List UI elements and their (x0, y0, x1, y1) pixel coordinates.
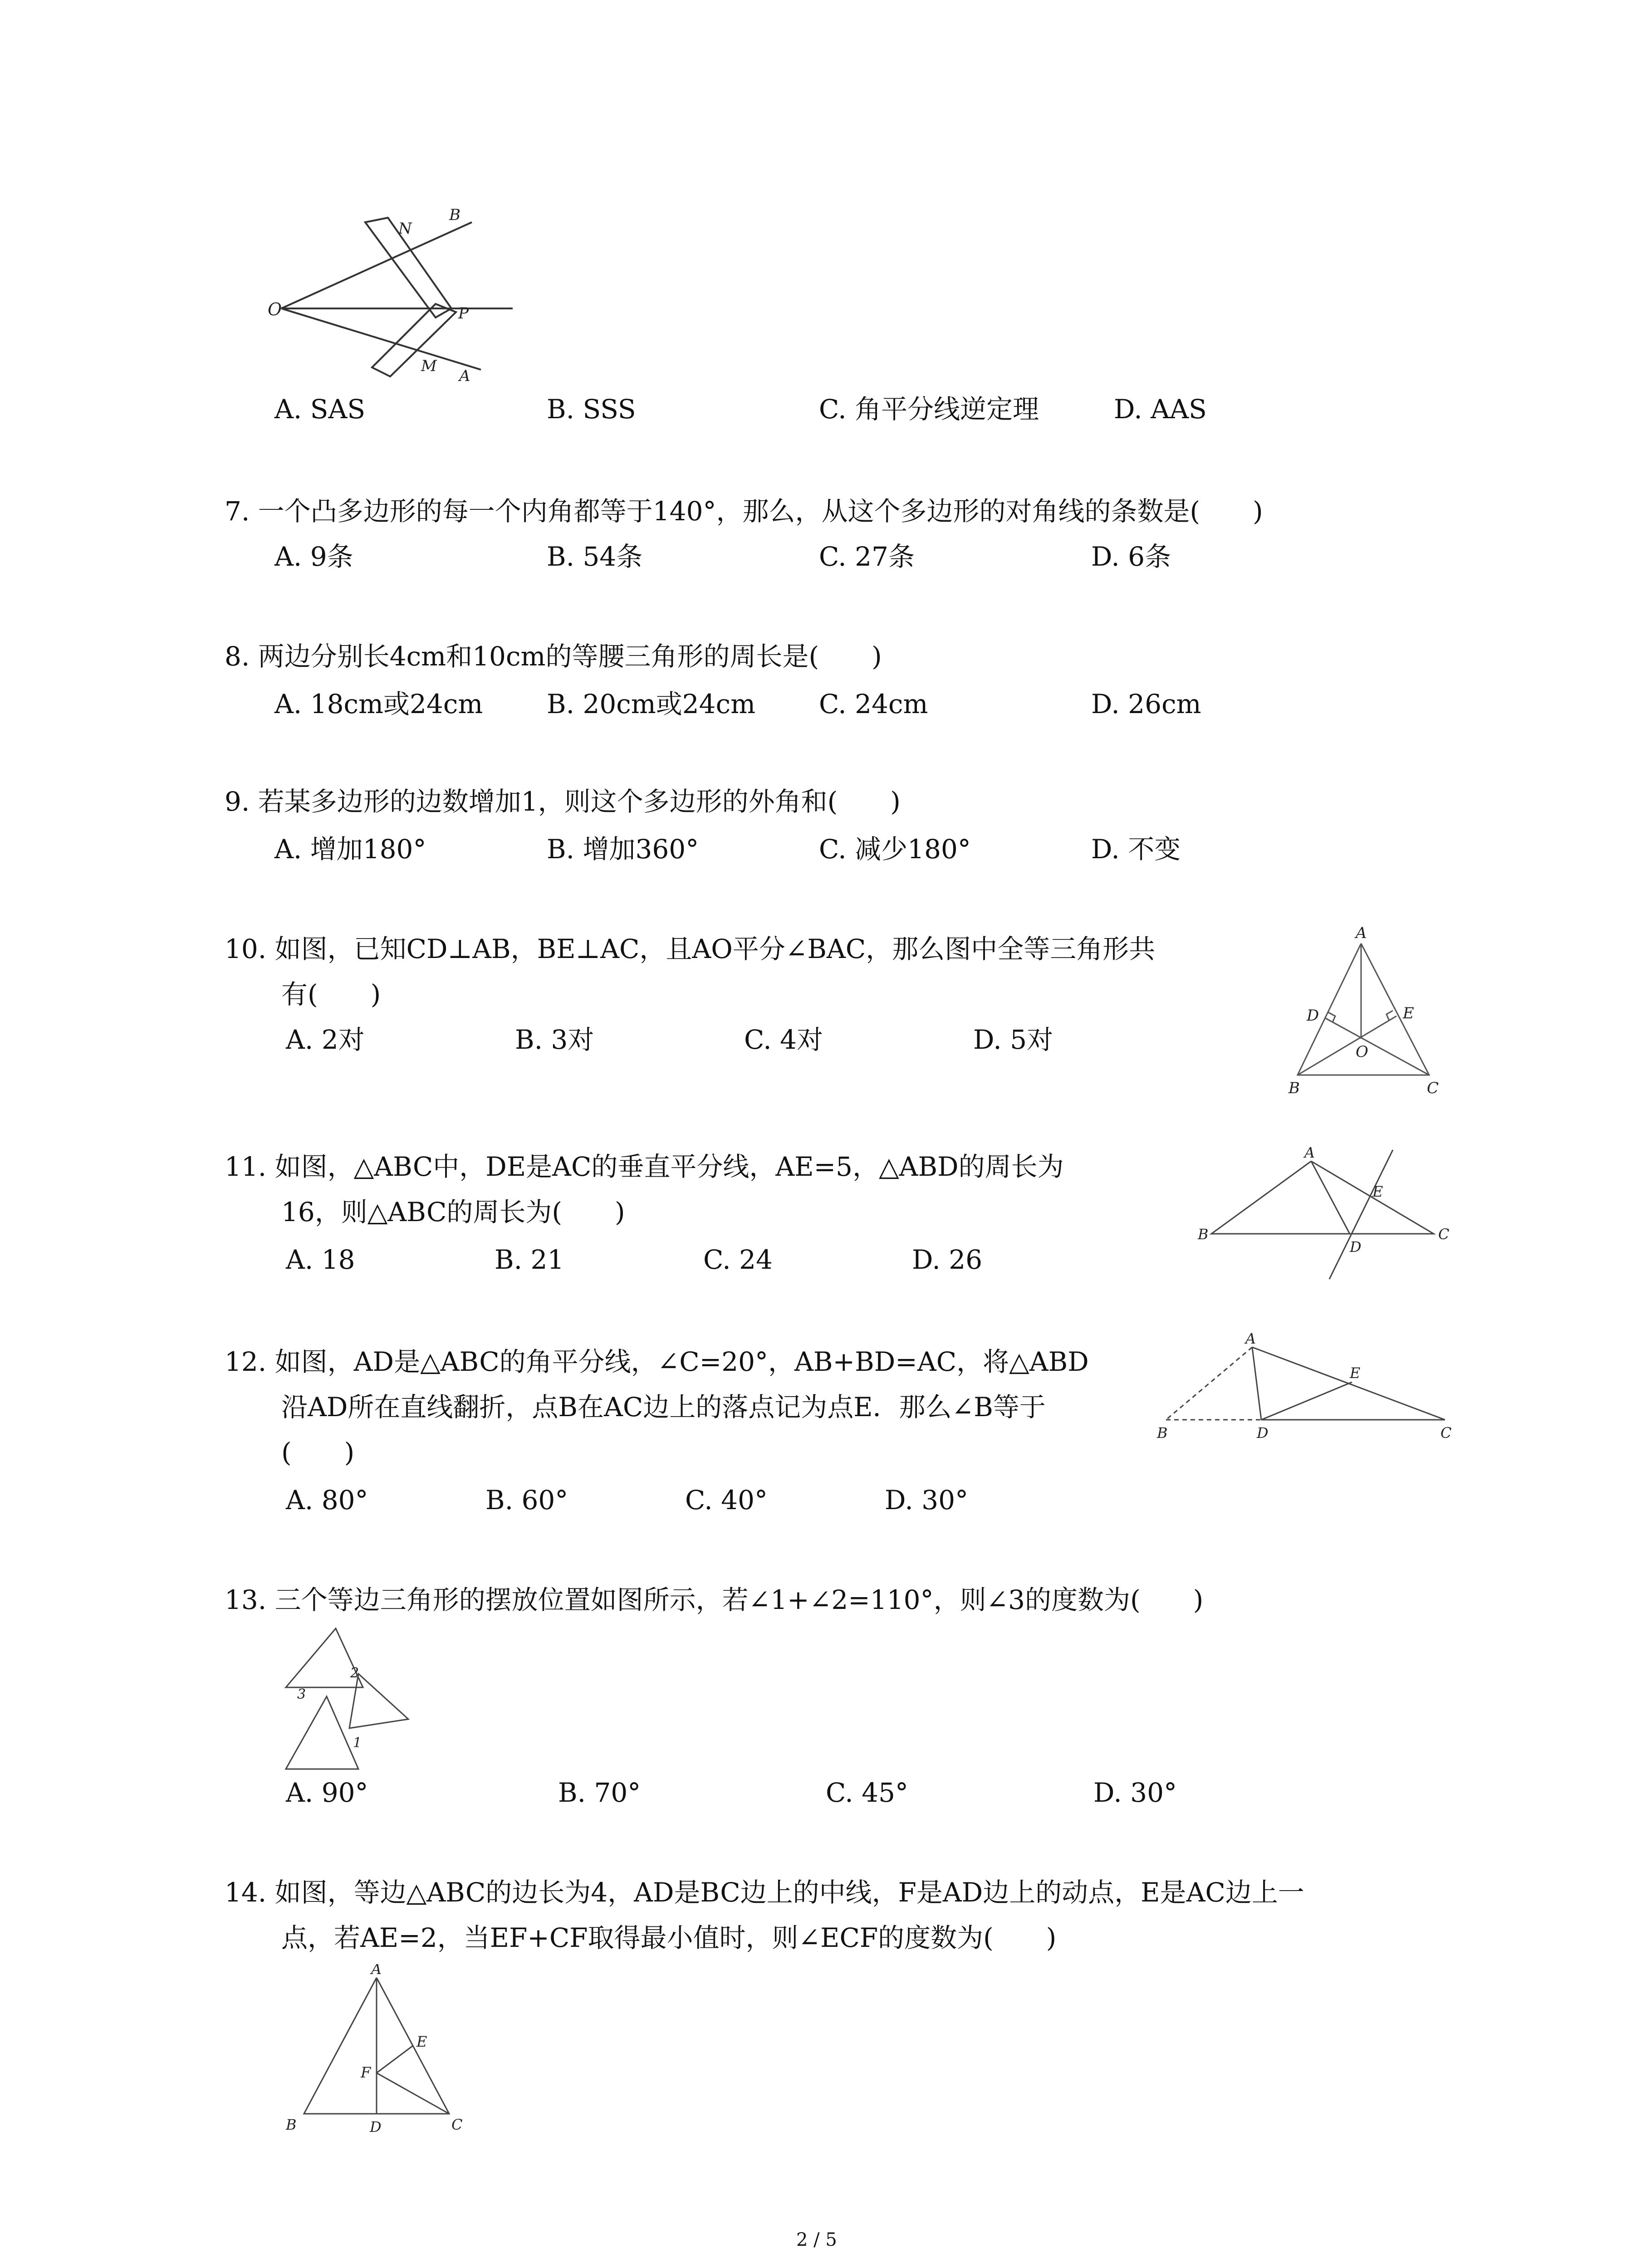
label-B: B (1288, 1079, 1300, 1097)
segment-AD (1252, 1347, 1261, 1420)
label-O: O (1356, 1043, 1368, 1061)
q11-option-c[interactable]: C. 24 (703, 1244, 773, 1275)
q11-option-a[interactable]: A. 18 (286, 1244, 355, 1275)
q6-figure (254, 200, 526, 399)
label-E: E (1350, 1364, 1361, 1382)
label-A: A (1304, 1144, 1315, 1161)
q6-option-c[interactable]: C. 角平分线逆定理 (819, 394, 1039, 425)
q13-stem: 13. 三个等边三角形的摆放位置如图所示，若∠1+∠2=110°，则∠3的度数为( ) (225, 1584, 1204, 1615)
triangle-ABC (1211, 1161, 1434, 1234)
label-O: O (268, 299, 282, 319)
label-C: C (1440, 1424, 1452, 1442)
label-C: C (451, 2116, 463, 2133)
label-B: B (286, 2116, 297, 2133)
label-E: E (1372, 1183, 1383, 1200)
q10-figure (1270, 925, 1461, 1098)
q9-option-a[interactable]: A. 增加180° (274, 834, 426, 865)
q12-stem-line2: 沿AD所在直线翻折，点B在AC边上的落点记为点E．那么∠B等于 (281, 1392, 1046, 1422)
label-E: E (416, 2033, 427, 2050)
q13-option-b[interactable]: B. 70° (558, 1777, 641, 1808)
label-D: D (1350, 1238, 1362, 1256)
q11-figure (1193, 1143, 1456, 1288)
q9-stem: 9. 若某多边形的边数增加1，则这个多边形的外角和( ) (225, 786, 901, 817)
q10-stem-line2: 有( ) (281, 979, 381, 1010)
q8-option-b[interactable]: B. 20cm或24cm (547, 689, 756, 719)
label-M: M (421, 357, 437, 375)
q14-stem-line2: 点，若AE=2，当EF+CF取得最小值时，则∠ECF的度数为( ) (281, 1922, 1057, 1953)
q8-option-a[interactable]: A. 18cm或24cm (274, 689, 483, 719)
triangle-right (349, 1674, 408, 1728)
label-B: B (1198, 1226, 1209, 1243)
label-A: A (459, 367, 470, 385)
q10-option-a[interactable]: A. 2对 (286, 1024, 365, 1055)
q13-option-a[interactable]: A. 90° (286, 1777, 368, 1808)
label-B: B (1157, 1424, 1168, 1442)
q12-option-c[interactable]: C. 40° (685, 1485, 768, 1515)
label-1: 1 (353, 1735, 362, 1751)
q12-option-d[interactable]: D. 30° (885, 1485, 969, 1515)
q11-stem-line2: 16，则△ABC的周长为( ) (281, 1197, 625, 1227)
label-C: C (1438, 1226, 1450, 1243)
label-E: E (1403, 1004, 1414, 1022)
q10-option-d[interactable]: D. 5对 (973, 1024, 1053, 1055)
q12-stem-line3: ( ) (281, 1437, 355, 1468)
label-D: D (1257, 1424, 1269, 1442)
q6-option-a[interactable]: A. SAS (274, 394, 366, 425)
triangle-bottom (286, 1696, 358, 1769)
label-C: C (1427, 1079, 1439, 1097)
label-F: F (361, 2064, 371, 2081)
q7-stem: 7. 一个凸多边形的每一个内角都等于140°，那么，从这个多边形的对角线的条数是( ) (225, 496, 1263, 527)
q8-option-c[interactable]: C. 24cm (819, 689, 928, 719)
q13-option-c[interactable]: C. 45° (826, 1777, 908, 1808)
q14-stem-line1: 14. 如图，等边△ABC的边长为4，AD是BC边上的中线，F是AD边上的动点，E是AC边上一 (225, 1877, 1304, 1908)
q9-option-d[interactable]: D. 不变 (1091, 834, 1181, 865)
segment-DE (1261, 1382, 1352, 1420)
q12-option-b[interactable]: B. 60° (485, 1485, 568, 1515)
q8-option-d[interactable]: D. 26cm (1091, 689, 1201, 719)
q13-option-d[interactable]: D. 30° (1093, 1777, 1177, 1808)
q10-option-c[interactable]: C. 4对 (744, 1024, 823, 1055)
q7-option-d[interactable]: D. 6条 (1091, 541, 1171, 572)
q9-option-b[interactable]: B. 增加360° (547, 834, 699, 865)
segment-AB-dashed (1166, 1347, 1252, 1420)
q13-figure (277, 1624, 431, 1783)
q6-option-b[interactable]: B. SSS (547, 394, 636, 425)
q10-stem-line1: 10. 如图，已知CD⊥AB，BE⊥AC，且AO平分∠BAC，那么图中全等三角形共 (225, 934, 1156, 964)
label-D: D (1307, 1007, 1319, 1025)
page-number: 2 / 5 (796, 2229, 837, 2250)
segment-FE (377, 2046, 413, 2073)
q12-figure (1152, 1329, 1461, 1465)
label-N: N (398, 220, 412, 238)
q7-option-b[interactable]: B. 54条 (547, 541, 643, 572)
q12-option-a[interactable]: A. 80° (286, 1485, 368, 1515)
label-P: P (458, 304, 469, 323)
q10-option-b[interactable]: B. 3对 (515, 1024, 594, 1055)
label-3: 3 (297, 1686, 306, 1702)
label-A: A (1356, 925, 1367, 942)
q11-stem-line1: 11. 如图，△ABC中，DE是AC的垂直平分线，AE=5，△ABD的周长为 (225, 1151, 1064, 1182)
q7-option-a[interactable]: A. 9条 (274, 541, 353, 572)
q11-option-b[interactable]: B. 21 (495, 1244, 564, 1275)
q6-option-d[interactable]: D. AAS (1114, 394, 1207, 425)
q14-figure (272, 1964, 481, 2136)
q8-stem: 8. 两边分别长4cm和10cm的等腰三角形的周长是( ) (225, 641, 882, 672)
label-B: B (449, 206, 460, 224)
q9-option-c[interactable]: C. 减少180° (819, 834, 971, 865)
label-D: D (370, 2118, 382, 2136)
q12-stem-line1: 12. 如图，AD是△ABC的角平分线，∠C=20°，AB+BD=AC，将△ABD (225, 1346, 1089, 1377)
q11-option-d[interactable]: D. 26 (912, 1244, 983, 1275)
q7-option-c[interactable]: C. 27条 (819, 541, 915, 572)
label-A: A (371, 1964, 382, 1978)
label-A: A (1245, 1330, 1256, 1347)
label-2: 2 (350, 1665, 359, 1681)
